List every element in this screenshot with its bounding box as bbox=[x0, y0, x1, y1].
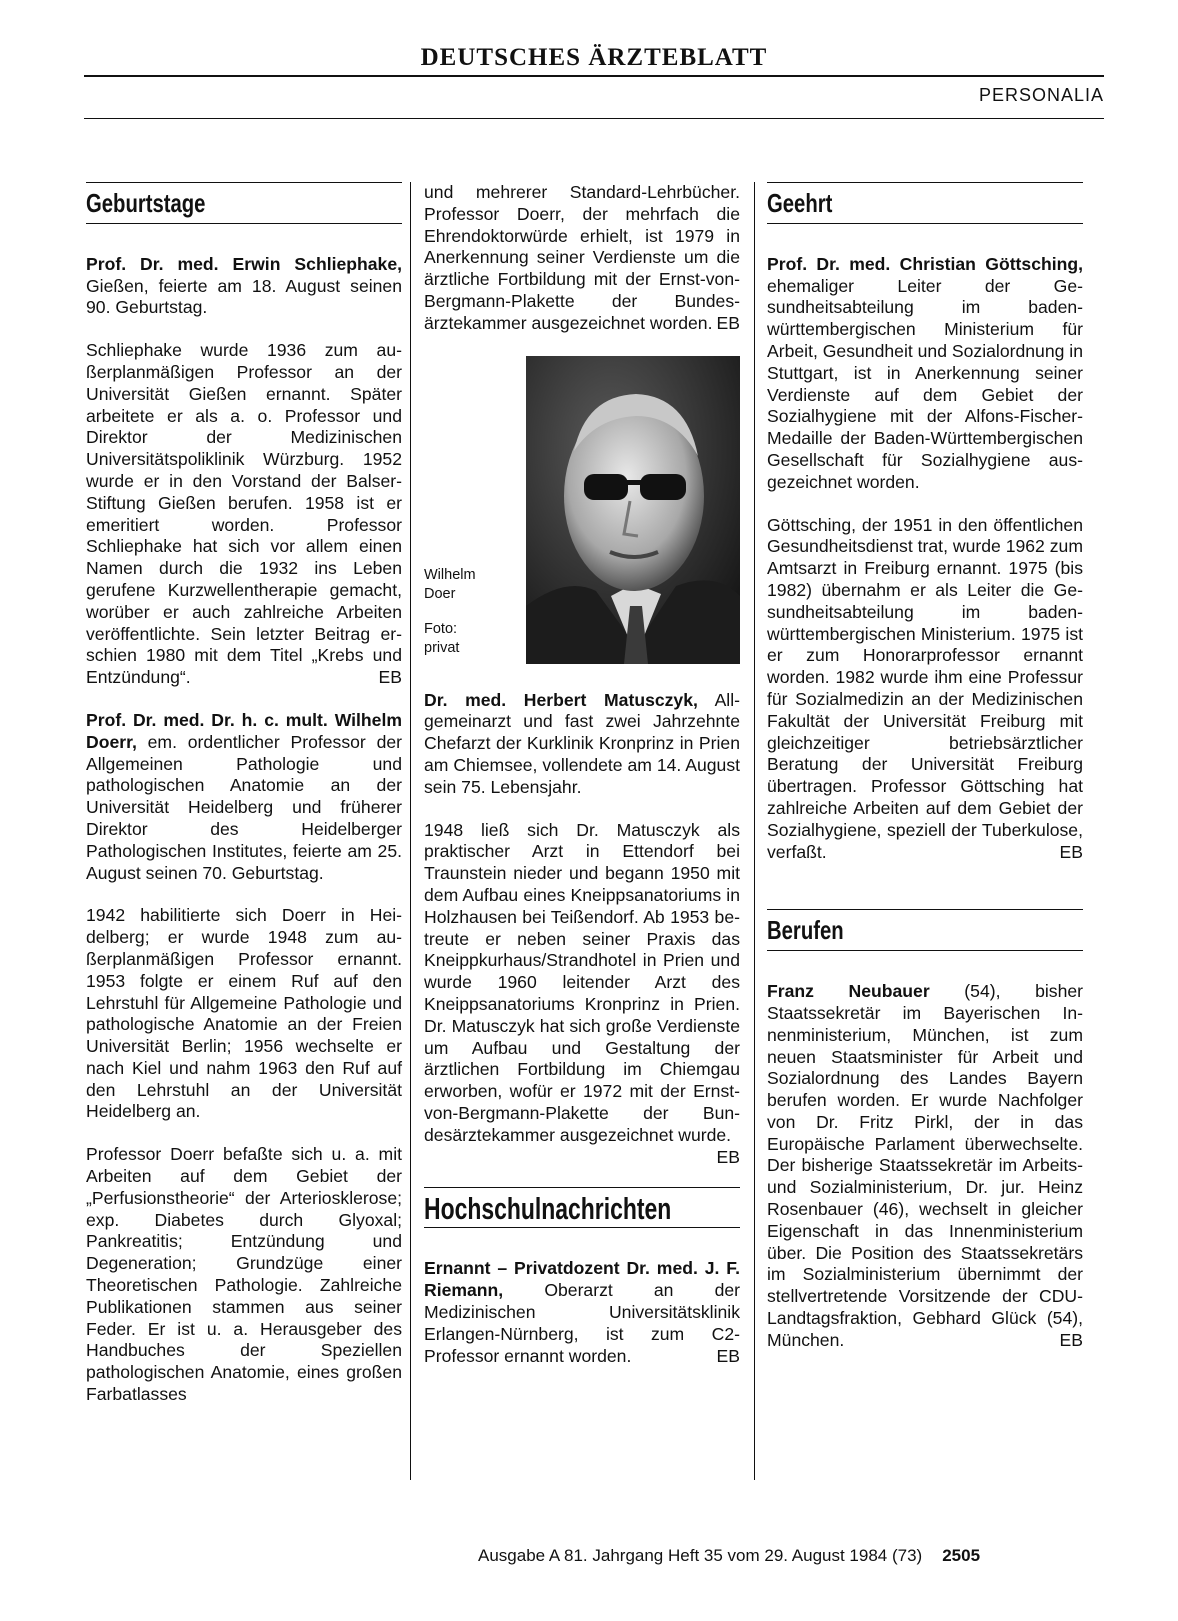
article-matusczyk-intro: Dr. med. Herbert Matusczyk, Allgemeinarzt und fast zwei Jahrzehnte Chefarzt der Kurklinik Kronprinz in Prien am Chiemsee, vollendete am 14. August sein 75. Lebensjahr. bbox=[424, 689, 740, 797]
photo-caption-credit: Foto: privat bbox=[424, 620, 460, 656]
photo-caption-name: Wilhelm Doer bbox=[424, 566, 476, 602]
issue-info: Ausgabe A 81. Jahrgang Heft 35 vom 29. August 1984 (73) bbox=[478, 1546, 923, 1565]
page-footer bbox=[478, 1546, 980, 1566]
article-doerr-research: Professor Doerr befaßte sich u. a. mit Arbeiten auf dem Gebiet der „Perfusionstheorie“ der Arteriosklerose; exp. Diabetes durch Glyoxal; Pankreatitis; Entzündung und Degeneration; Grundzüge einer Theoretischen Pathologie. Zahlreiche Publikationen stammen aus seiner Feder. Er ist u. a. Herausgeber des Handbuches der Speziellen pathologischen Anatomie, eines großen Farbatlasses bbox=[86, 1144, 402, 1405]
section-label: PERSONALIA bbox=[978, 85, 1104, 105]
article-riemann: Ernannt – Privatdozent Dr. med. J. F. Riemann, Oberarzt an der Medizinischen Universitätsklinik Erlangen-Nürnberg, ist zum C2-Professor ernannt worden. EB bbox=[424, 1258, 740, 1366]
author-signature: EB bbox=[1059, 1329, 1083, 1350]
heading-geehrt bbox=[767, 182, 1083, 224]
section-rule bbox=[84, 118, 1104, 119]
portrait-illustration bbox=[526, 356, 740, 664]
heading-hochschulnachrichten bbox=[424, 1187, 740, 1229]
column-3 bbox=[767, 182, 1083, 1352]
masthead-rule bbox=[84, 75, 1104, 77]
portrait-photo bbox=[526, 356, 740, 664]
article-schliephake-body: Schliephake wurde 1936 zum außerplanmäßigen Professor an der Universität Gießen ernannt. Später arbeitete er als a. o. Professor und Direktor der Medizinischen Universitätspoliklinik Würzburg. 1952 wurde er in den Vorstand der Balser-Stiftung Gießen berufen. 1958 ist er emeritiert worden. Professor Schliephake hat sich vor allem einen Namen durch die 1932 ins Leben gerufene Kurzwellentherapie gemacht, worüber er auch zahlreiche Arbeiten veröffentlichte. Sein letzter Beitrag erschien 1980 mit dem Titel „Krebs und Entzündung“. EB bbox=[86, 340, 402, 688]
column-1 bbox=[86, 182, 402, 1406]
author-signature: EB bbox=[716, 312, 740, 333]
heading-berufen bbox=[767, 909, 1083, 951]
article-doerr-intro: Prof. Dr. med. Dr. h. c. mult. Wilhelm Doerr, em. ordentlicher Professor der Allgemeinen Pathologie und pathologischen Anatomie an der Universität Heidelberg und früherer Direktor des Heidelberger Pathologischen Institutes, feierte am 25. August seinen 70. Geburtstag. bbox=[86, 709, 402, 883]
article-goettsching-intro: Prof. Dr. med. Christian Göttsching, ehemaliger Leiter der Gesundheitsabteilung im baden-württembergischen Ministerium für Arbeit, Gesundheit und Sozialordnung in Stuttgart, ist in Anerkennung seiner Verdienste auf dem Gebiet der Sozialhygiene mit der Alfons-Fischer-Medaille der Baden-Württembergischen Gesellschaft für Sozialhygiene ausgezeichnet worden. bbox=[767, 253, 1083, 492]
heading-text: Geehrt bbox=[767, 188, 833, 218]
column-divider bbox=[754, 182, 755, 1480]
article-matusczyk-body: 1948 ließ sich Dr. Matusczyk als praktischer Arzt in Ettendorf bei Traunstein nieder und begann 1950 mit dem Aufbau eines Kneippsanatoriums in Holzhausen bei Teißendorf. Ab 1953 betreute er neben seiner Praxis das Kneippkurhaus/Strandhotel in Prien und wurde 1960 leitender Arzt des Kneippsanatoriums Kronprinz in Prien. Dr. Matusczyk hat sich große Verdienste um Aufbau und Gestaltung der ärztlichen Fortbildung im Chiemgau erworben, wofür er 1972 mit der Ernst-von-Bergmann-Plakette der Bundesärztekammer ausgezeichnet wurde. EB bbox=[424, 819, 740, 1167]
portrait-figure bbox=[424, 356, 740, 678]
masthead: DEUTSCHES ÄRZTEBLATT bbox=[420, 44, 768, 71]
heading-text: Berufen bbox=[767, 915, 844, 946]
author-signature: EB bbox=[716, 1146, 740, 1167]
article-doerr-continued: und mehrerer Standard-Lehrbücher. Professor Doerr, der mehrfach die Ehrendoktorwürde erhielt, ist 1979 in Anerkennung seiner Verdienste um die ärztliche Fortbildung mit der Ernst-von-Bergmann-Plakette der Bundesärztekammer ausgezeichnet worden. EB bbox=[424, 182, 740, 333]
article-neubauer: Franz Neubauer (54), bisher Staatssekretär im Bayerischen Innenministerium, München, ist zum neuen Staatsminister für Arbeit und Sozialordnung des Landes Bayern berufen worden. Er wurde Nachfolger von Dr. Fritz Pirkl, der in das Europäische Parlament überwechselte. Der bisherige Staatssekretär im Arbeits- und Sozialministerium, Dr. jur. Heinz Rosenbauer (46), wechselt in gleicher Eigenschaft in das Innenministerium über. Die Position des Staatssekretärs im Sozialministerium übernimmt der stellvertretende Vorsitzende der CDU-Landtagsfraktion, Gebhard Glück (54), München. EB bbox=[767, 981, 1083, 1350]
heading-text: Geburtstage bbox=[86, 188, 206, 218]
article-schliephake-intro: Prof. Dr. med. Erwin Schliephake, Gießen, feierte am 18. August seinen 90. Geburtstag. bbox=[86, 253, 402, 318]
heading-text: Hochschulnachrichten bbox=[424, 1190, 672, 1226]
page-number: 2505 bbox=[942, 1546, 981, 1565]
column-divider bbox=[410, 182, 411, 1480]
author-signature: EB bbox=[378, 667, 402, 688]
article-goettsching-body: Göttsching, der 1951 in den öffentlichen Gesundheitsdienst trat, wurde 1962 zum Amtsarzt in Freiburg ernannt. 1975 (bis 1982) übernahm er als Leiter die Gesundheitsabteilung im baden-württembergischen Ministerium. 1975 ist er zum Honorarprofessor ernannt worden. 1982 wurde ihm eine Professur für Sozialmedizin an der Medizinischen Fakultät der Universität Freiburg mit gleichzeitiger betriebsärztlicher Beratung der Universität Freiburg übertragen. Professor Göttsching hat zahlreiche Arbeiten auf dem Gebiet der Sozialhygiene, speziell der Tuberkulose, verfaßt. EB bbox=[767, 514, 1083, 862]
heading-geburtstage bbox=[86, 182, 402, 224]
author-signature: EB bbox=[716, 1345, 740, 1366]
column-2 bbox=[424, 182, 740, 1367]
article-doerr-career: 1942 habilitierte sich Doerr in Heidelberg; er wurde 1948 zum außerplanmäßigen Professor ernannt. 1953 folgte er einem Ruf auf den Lehrstuhl für Allgemeine Pathologie und pathologische Anatomie an der Freien Universität Berlin; 1956 wechselte er nach Kiel und nahm 1963 den Ruf auf den Lehrstuhl an der Universität Heidelberg an. bbox=[86, 905, 402, 1122]
author-signature: EB bbox=[1059, 841, 1083, 862]
